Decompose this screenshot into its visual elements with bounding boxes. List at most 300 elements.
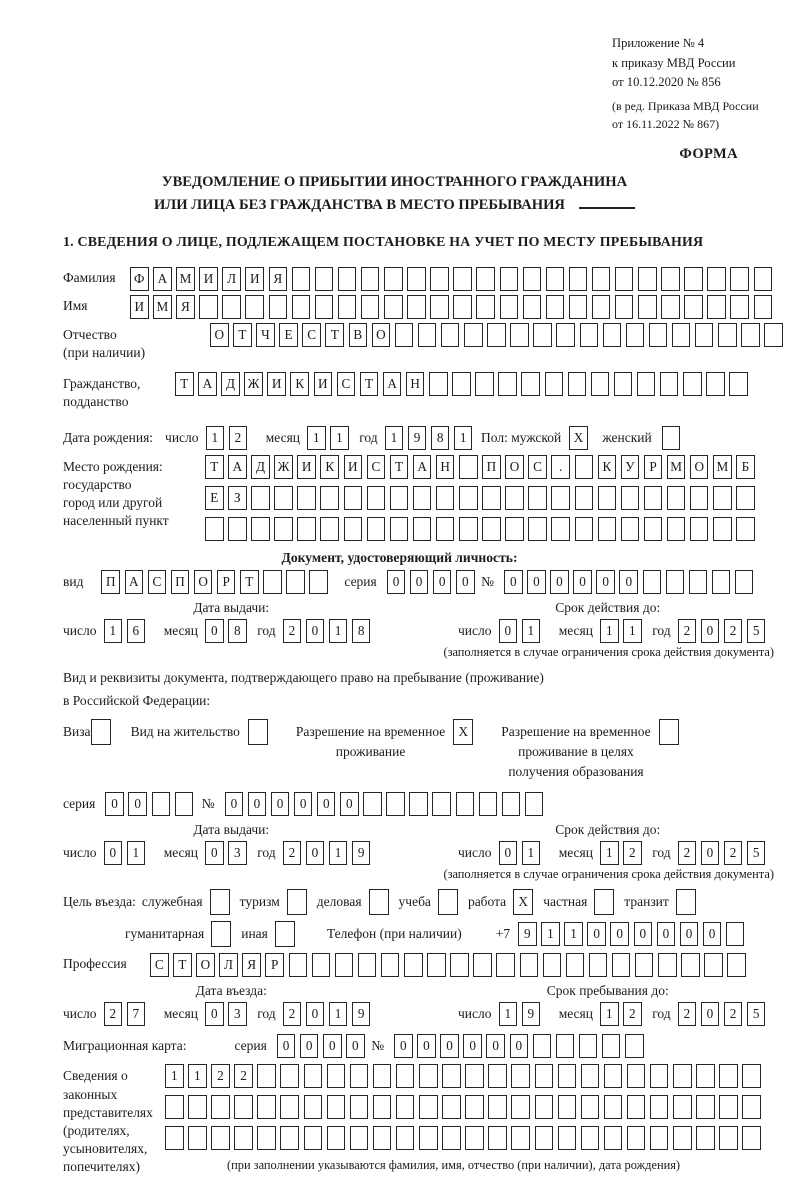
char-cell	[690, 517, 709, 541]
char-cell	[453, 295, 472, 319]
citizenship-cells	[175, 372, 752, 396]
char-cell: 5	[747, 841, 766, 865]
char-cell: 5	[747, 619, 766, 643]
char-cell	[521, 372, 540, 396]
char-cell	[535, 1095, 554, 1119]
char-cell: 8	[352, 619, 371, 643]
char-cell: С	[528, 455, 547, 479]
char-cell: П	[171, 570, 190, 594]
char-cell	[510, 323, 529, 347]
char-cell: К	[290, 372, 309, 396]
purpose-other-checkbox	[268, 921, 295, 947]
char-cell	[456, 792, 475, 816]
char-cell	[222, 295, 241, 319]
char-cell	[580, 323, 599, 347]
char-cell: 0	[271, 792, 290, 816]
forma-label: ФОРМА	[679, 145, 738, 162]
char-cell: 0	[499, 619, 518, 643]
res-valid-month-cells	[600, 841, 646, 865]
char-cell	[292, 267, 311, 291]
char-cell	[511, 1064, 530, 1088]
char-cell	[525, 792, 544, 816]
char-cell	[667, 486, 686, 510]
purpose-option: туризм	[240, 889, 307, 915]
char-cell	[358, 953, 377, 977]
doc-number-cells	[504, 570, 758, 594]
edu-residence-checkbox	[659, 719, 679, 745]
char-cell	[464, 323, 483, 347]
char-cell: 2	[678, 841, 697, 865]
char-cell	[604, 1064, 623, 1088]
char-cell: Ч	[256, 323, 275, 347]
form-title	[73, 171, 716, 217]
char-cell: X	[513, 889, 533, 915]
char-cell	[612, 953, 631, 977]
char-cell: 1	[499, 1002, 518, 1026]
char-cell: О	[690, 455, 709, 479]
char-cell: Ж	[244, 372, 263, 396]
char-cell	[396, 1126, 415, 1150]
char-cell	[407, 267, 426, 291]
char-cell: 1	[206, 426, 225, 450]
entry-date: число 2 7 месяц 0 3 год 2 0 1 9	[63, 1002, 458, 1026]
char-cell	[566, 953, 585, 977]
res-issue-year-cells	[283, 841, 375, 865]
representatives-cells	[165, 1064, 765, 1173]
char-cell	[459, 517, 478, 541]
char-cell: А	[125, 570, 144, 594]
temp-residence-checkbox	[453, 719, 473, 745]
residence-issue-date: число 0 1 месяц 0 3 год 2 0 1 9	[63, 841, 458, 865]
citizenship-label: Гражданство, подданство	[63, 372, 175, 411]
char-cell: 0	[387, 570, 406, 594]
char-cell	[546, 267, 565, 291]
char-cell	[696, 1064, 715, 1088]
char-cell	[535, 1126, 554, 1150]
char-cell	[396, 1095, 415, 1119]
char-cell: 7	[127, 1002, 146, 1026]
residence-series-label: серия	[63, 796, 96, 812]
char-cell	[649, 323, 668, 347]
birthplace-label: Место рождения: государство город или другой населенный пункт	[63, 458, 169, 529]
char-cell: 0	[394, 1034, 413, 1058]
char-cell: А	[383, 372, 402, 396]
char-cell	[373, 1095, 392, 1119]
char-cell	[713, 486, 732, 510]
char-cell: О	[210, 323, 229, 347]
char-cell	[672, 323, 691, 347]
char-cell: А	[413, 455, 432, 479]
char-cell: 0	[104, 841, 123, 865]
res-valid-day-cells	[499, 841, 545, 865]
char-cell	[234, 1126, 253, 1150]
char-cell	[430, 295, 449, 319]
char-cell: 0	[205, 619, 224, 643]
char-cell	[409, 792, 428, 816]
char-cell	[742, 1095, 761, 1119]
char-cell	[438, 889, 458, 915]
char-cell	[730, 267, 749, 291]
char-cell	[689, 570, 708, 594]
edu-residence-label: Разрешение на временное проживание в целях получения образования	[501, 723, 651, 780]
char-cell: 1	[541, 922, 560, 946]
char-cell	[344, 486, 363, 510]
char-cell: 9	[408, 426, 427, 450]
char-cell: X	[569, 426, 588, 450]
char-cell: 1	[329, 841, 348, 865]
char-cell	[251, 517, 270, 541]
char-cell	[638, 267, 657, 291]
char-cell	[413, 486, 432, 510]
issue-year-cells	[283, 619, 375, 643]
char-cell: 0	[433, 570, 452, 594]
char-cell	[650, 1126, 669, 1150]
char-cell: С	[367, 455, 386, 479]
char-cell: Д	[221, 372, 240, 396]
char-cell: 0	[417, 1034, 436, 1058]
char-cell	[297, 517, 316, 541]
char-cell	[304, 1064, 323, 1088]
phone-cells	[518, 922, 749, 946]
issue-day-cells	[104, 619, 150, 643]
char-cell	[363, 792, 382, 816]
char-cell	[644, 486, 663, 510]
char-cell	[604, 1126, 623, 1150]
char-cell	[309, 570, 328, 594]
edu-residence-option	[501, 719, 678, 783]
char-cell	[436, 517, 455, 541]
char-cell: 0	[410, 570, 429, 594]
char-cell	[465, 1126, 484, 1150]
char-cell: 0	[701, 619, 720, 643]
purpose-option: гуманитарная	[125, 921, 231, 947]
char-cell	[452, 372, 471, 396]
char-cell	[592, 295, 611, 319]
char-cell	[496, 953, 515, 977]
purpose-study-checkbox	[431, 889, 458, 915]
char-cell	[644, 517, 663, 541]
char-cell	[684, 267, 703, 291]
char-cell	[523, 295, 542, 319]
stay-month-cells	[600, 1002, 646, 1026]
char-cell: А	[198, 372, 217, 396]
char-cell	[361, 267, 380, 291]
char-cell: С	[302, 323, 321, 347]
char-cell: 0	[619, 570, 638, 594]
day-label: число	[165, 429, 199, 445]
identity-date-headings	[63, 600, 776, 616]
char-cell: 1	[600, 619, 619, 643]
residence-number-label: №	[201, 796, 215, 812]
char-cell	[386, 792, 405, 816]
char-cell	[581, 1095, 600, 1119]
migration-series-label: серия	[234, 1038, 267, 1054]
patronymic-label: Отчество (при наличии)	[63, 323, 210, 362]
char-cell	[581, 1064, 600, 1088]
surname-row	[63, 267, 776, 291]
char-cell	[727, 953, 746, 977]
char-cell	[432, 792, 451, 816]
res-valid-year-cells	[678, 841, 770, 865]
representatives-block	[63, 1064, 776, 1176]
char-cell	[384, 267, 403, 291]
char-cell: 0	[306, 1002, 325, 1026]
char-cell: И	[297, 455, 316, 479]
purpose-transit-checkbox	[669, 889, 696, 915]
char-cell	[248, 719, 268, 745]
purpose-option: частная	[543, 889, 614, 915]
char-cell	[338, 295, 357, 319]
char-cell: 6	[127, 619, 146, 643]
purpose-private-checkbox	[587, 889, 614, 915]
char-cell	[407, 295, 426, 319]
char-cell	[395, 323, 414, 347]
char-cell: 1	[307, 426, 326, 450]
char-cell	[488, 1126, 507, 1150]
char-cell	[579, 1034, 598, 1058]
birth-month-cells	[307, 426, 353, 450]
char-cell	[598, 486, 617, 510]
char-cell: Я	[269, 267, 288, 291]
char-cell	[661, 295, 680, 319]
stay-year-cells	[678, 1002, 770, 1026]
residence-doc-intro1: Вид и реквизиты документа, подтверждающего право на пребывание (проживание)	[63, 669, 544, 685]
char-cell	[556, 323, 575, 347]
representatives-label: Сведения о законных представителях (родителях, усыновителях, попечителях)	[63, 1068, 153, 1175]
patronymic-row	[63, 323, 776, 362]
entry-month-cells	[205, 1002, 251, 1026]
migration-card-label: Миграционная карта:	[63, 1038, 187, 1054]
char-cell	[441, 323, 460, 347]
char-cell	[505, 486, 524, 510]
birthdate-label: Дата рождения:	[63, 429, 154, 445]
char-cell: Н	[436, 455, 455, 479]
char-cell	[695, 323, 714, 347]
blank-underline	[579, 193, 635, 209]
char-cell	[551, 486, 570, 510]
migration-card-row	[63, 1034, 776, 1058]
char-cell: Н	[406, 372, 425, 396]
char-cell: Л	[222, 267, 241, 291]
char-cell	[575, 486, 594, 510]
char-cell	[498, 372, 517, 396]
char-cell	[764, 323, 783, 347]
char-cell: З	[228, 486, 247, 510]
char-cell	[625, 1034, 644, 1058]
hdr-line: Приложение № 4	[612, 36, 705, 50]
char-cell: 1	[329, 1002, 348, 1026]
char-cell	[476, 267, 495, 291]
char-cell	[638, 295, 657, 319]
char-cell: 2	[283, 619, 302, 643]
char-cell	[287, 889, 307, 915]
char-cell	[286, 570, 305, 594]
purpose-work-checkbox	[506, 889, 533, 915]
char-cell: Т	[240, 570, 259, 594]
purpose-option: иная	[241, 921, 295, 947]
char-cell	[556, 1034, 575, 1058]
char-cell	[344, 517, 363, 541]
birthdate-group	[165, 426, 477, 450]
sex-male-label: Пол: мужской	[481, 429, 562, 445]
char-cell	[297, 486, 316, 510]
char-cell	[558, 1095, 577, 1119]
char-cell	[533, 323, 552, 347]
char-cell: 1	[522, 619, 541, 643]
char-cell	[673, 1126, 692, 1150]
char-cell: 9	[352, 841, 371, 865]
char-cell	[696, 1095, 715, 1119]
char-cell	[442, 1126, 461, 1150]
char-cell: И	[267, 372, 286, 396]
char-cell: 2	[724, 841, 743, 865]
char-cell	[543, 953, 562, 977]
char-cell	[482, 517, 501, 541]
char-cell	[292, 295, 311, 319]
hdr-line: от 10.12.2020 № 856	[612, 75, 721, 90]
char-cell	[429, 372, 448, 396]
char-cell: Ф	[130, 267, 149, 291]
char-cell	[373, 1064, 392, 1088]
char-cell: 2	[724, 619, 743, 643]
char-cell	[658, 953, 677, 977]
doc-series-label: серия	[344, 573, 377, 589]
char-cell: 0	[499, 841, 518, 865]
char-cell: 0	[596, 570, 615, 594]
char-cell: Б	[736, 455, 755, 479]
char-cell: 0	[317, 792, 336, 816]
form-title-line2: ИЛИ ЛИЦА БЕЗ ГРАЖДАНСТВА В МЕСТО ПРЕБЫВАНИЯ	[154, 197, 565, 214]
char-cell: А	[228, 455, 247, 479]
residence-date-headings: Дата выдачи: Срок действия до:	[193, 822, 661, 838]
char-cell	[263, 570, 282, 594]
char-cell	[188, 1095, 207, 1119]
char-cell	[736, 517, 755, 541]
char-cell: Л	[219, 953, 238, 977]
char-cell	[558, 1064, 577, 1088]
char-cell	[465, 1064, 484, 1088]
char-cell	[320, 486, 339, 510]
char-cell	[269, 295, 288, 319]
char-cell: Д	[251, 455, 270, 479]
char-cell	[535, 1064, 554, 1088]
char-cell: 2	[234, 1064, 253, 1088]
char-cell: Е	[279, 323, 298, 347]
birthplace-cells	[205, 455, 759, 548]
char-cell	[591, 372, 610, 396]
res-issue-day-cells	[104, 841, 150, 865]
purpose-tourism-checkbox	[280, 889, 307, 915]
char-cell	[304, 1095, 323, 1119]
patronymic-sublabel: (при наличии)	[63, 345, 146, 361]
char-cell: 2	[229, 426, 248, 450]
identity-doc-heading: Документ, удостоверяющий личность:	[281, 549, 518, 565]
residence-valid-date: число 0 1 месяц 1 2 год 2 0 2 5	[458, 841, 770, 865]
char-cell	[626, 323, 645, 347]
char-cell	[430, 267, 449, 291]
char-cell: 1	[600, 1002, 619, 1026]
char-cell	[165, 1126, 184, 1150]
doc-kind-label: вид	[63, 573, 84, 589]
char-cell	[188, 1126, 207, 1150]
entry-day-cells	[104, 1002, 150, 1026]
purpose-row2	[125, 921, 776, 947]
char-cell	[211, 921, 231, 947]
residence-series-cells	[105, 792, 197, 816]
appendix-reference	[612, 34, 776, 134]
char-cell	[175, 792, 194, 816]
char-cell	[604, 1095, 623, 1119]
purpose-option: служебная	[142, 889, 230, 915]
char-cell	[369, 889, 389, 915]
stay-until-date: число 1 9 месяц 1 2 год 2 0 2 5	[458, 1002, 770, 1026]
char-cell	[257, 1095, 276, 1119]
char-cell: 0	[657, 922, 676, 946]
char-cell	[320, 517, 339, 541]
residence-doc-intro2: в Российской Федерации:	[63, 692, 211, 708]
char-cell	[465, 1095, 484, 1119]
char-cell: 2	[104, 1002, 123, 1026]
char-cell: 1	[600, 841, 619, 865]
char-cell: Т	[205, 455, 224, 479]
purpose-label: Цель въезда:	[63, 894, 136, 910]
form-title-line1: УВЕДОМЛЕНИЕ О ПРИБЫТИИ ИНОСТРАННОГО ГРАЖДАНИНА	[161, 173, 628, 190]
char-cell	[442, 1064, 461, 1088]
char-cell: Ж	[274, 455, 293, 479]
firstname-row	[63, 295, 776, 319]
char-cell	[598, 517, 617, 541]
entry-dates-row	[63, 1002, 776, 1026]
char-cell: 1	[385, 426, 404, 450]
char-cell	[602, 1034, 621, 1058]
purpose-business-checkbox	[203, 889, 230, 915]
residence-doc-series-row	[63, 792, 776, 816]
char-cell	[419, 1064, 438, 1088]
char-cell: 1	[623, 619, 642, 643]
char-cell: 3	[228, 841, 247, 865]
char-cell: Т	[390, 455, 409, 479]
char-cell: 1	[564, 922, 583, 946]
char-cell: 0	[294, 792, 313, 816]
char-cell: И	[314, 372, 333, 396]
birth-year-cells	[385, 426, 477, 450]
char-cell	[476, 295, 495, 319]
char-cell	[729, 372, 748, 396]
identity-doc-note: (заполняется в случае ограничения срока действия документа)	[443, 644, 774, 659]
char-cell	[367, 486, 386, 510]
char-cell	[390, 517, 409, 541]
char-cell: М	[667, 455, 686, 479]
purpose-commercial-checkbox	[362, 889, 389, 915]
char-cell: 0	[504, 570, 523, 594]
char-cell	[505, 517, 524, 541]
char-cell	[280, 1095, 299, 1119]
char-cell: 2	[678, 619, 697, 643]
valid-until-heading: Срок действия до:	[555, 599, 661, 615]
char-cell: М	[713, 455, 732, 479]
firstname-label: Имя	[63, 297, 88, 313]
char-cell	[523, 267, 542, 291]
temp-residence-label: Разрешение на временное проживание	[295, 723, 446, 759]
char-cell: Т	[233, 323, 252, 347]
char-cell	[713, 517, 732, 541]
char-cell	[511, 1095, 530, 1119]
char-cell: М	[153, 295, 172, 319]
char-cell	[327, 1064, 346, 1088]
char-cell	[666, 570, 685, 594]
visa-checkbox	[91, 719, 111, 745]
valid-month-cells	[600, 619, 646, 643]
